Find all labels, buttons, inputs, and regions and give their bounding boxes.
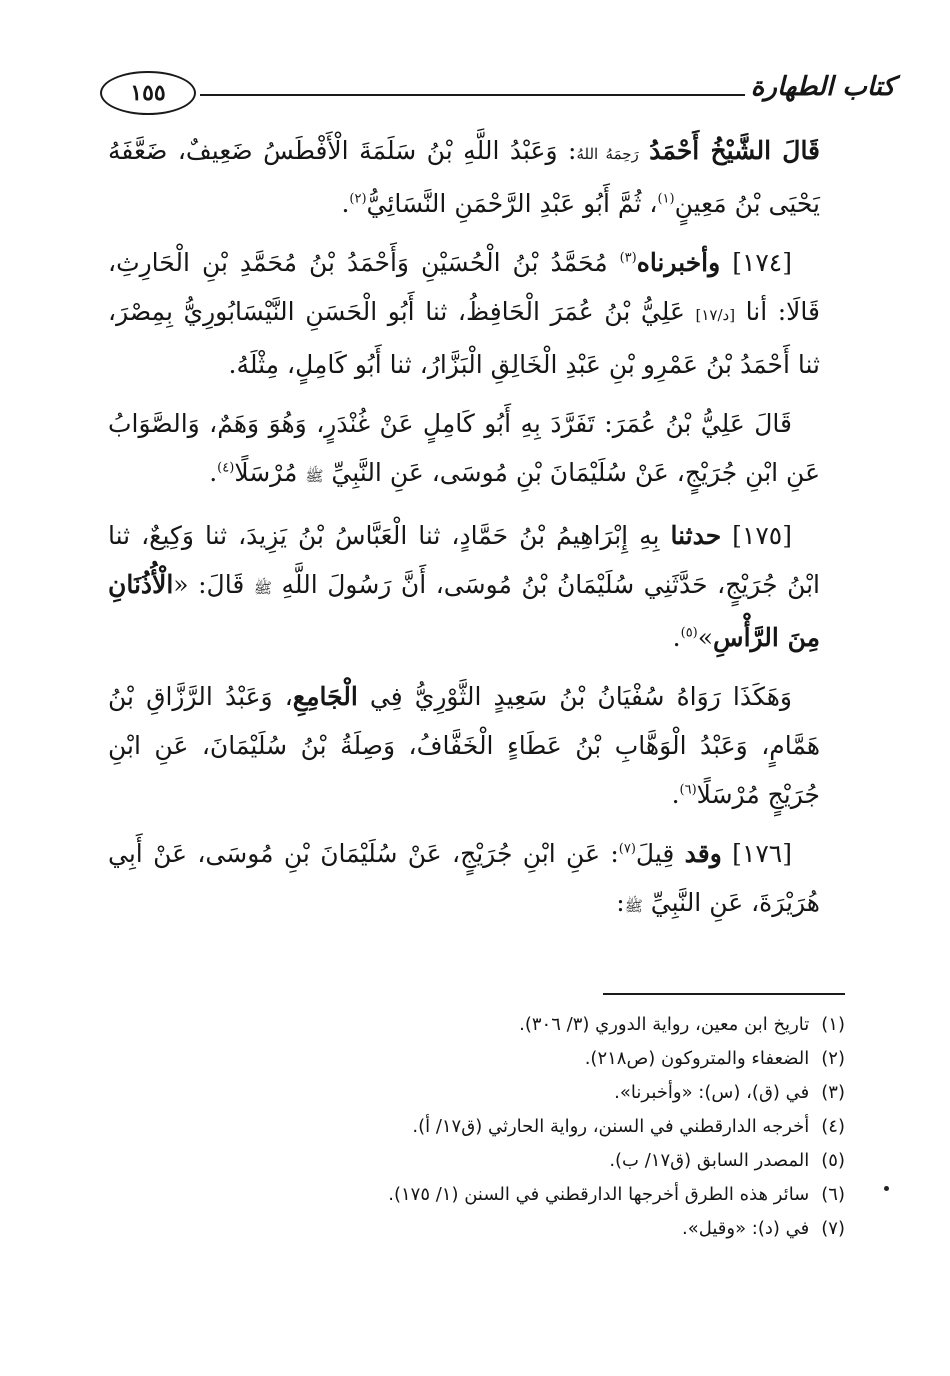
paragraph-text: قَالَ عَلِيُّ بْنُ عُمَرَ: تَفَرَّدَ بِهِ أَبُو كَامِلٍ عَنْ غُنْدَرٍ، وَهُوَ وَهَمٌ، وَالصَّوَابُ عَنِ ابْنِ جُرَيْجٍ، عَنْ سُلَيْمَانَ بْنِ مُوسَى، عَنِ النَّبِيِّ — [108, 409, 820, 487]
hadith-quote: الْأُذُنَانِ مِنَ الرَّأْسِ — [108, 570, 820, 652]
paragraph-lead: وقد — [684, 839, 722, 868]
footnote-ref-5[interactable]: (٥) — [680, 625, 698, 641]
footnote-number: (٣) — [821, 1082, 845, 1103]
manuscript-marker: [د/١٧] — [695, 306, 736, 324]
page-number: ١٥٥ — [100, 71, 196, 115]
footnote-5 — [195, 1144, 845, 1178]
hadith-number: [١٧٤] — [732, 248, 793, 277]
book-title: الْجَامِعِ — [292, 682, 358, 711]
footnote-number: (٢) — [821, 1048, 845, 1069]
footnote-text: المصدر السابق (ق١٧/ ب). — [609, 1150, 810, 1171]
paragraph-lead: قَالَ الشَّيْخُ أَحْمَدُ — [649, 136, 821, 165]
margin-dot — [884, 1186, 889, 1191]
paragraph-text: بِهِ إِبْرَاهِيمُ بْنُ حَمَّادٍ، ثنا الْعَبَّاسُ بْنُ يَزِيدَ، ثنا وَكِيعٌ، ثنا ابْنُ جُرَيْجٍ، حَدَّثَنِي سُلَيْمَانُ بْنُ مُوسَى، أَنَّ رَسُولَ اللَّهِ — [108, 521, 821, 599]
paragraph-1 — [108, 126, 820, 228]
paragraph-narrations — [108, 672, 820, 819]
hadith-number: [١٧٥] — [732, 521, 792, 550]
paragraph-text: ، وَعَبْدُ الرَّزَّاقِ بْنُ هَمَّامٍ، وَعَبْدُ الْوَهَّابِ بْنُ عَطَاءٍ الْخَفَّافُ، وَصِلَةُ بْنُ سُلَيْمَانَ، عَنِ ابْنِ جُرَيْجٍ مُرْسَلًا — [108, 682, 820, 809]
footnote-text: الضعفاء والمتروكون (ص٢١٨). — [584, 1048, 810, 1069]
footnote-ref-3[interactable]: (٣) — [619, 250, 637, 266]
footnote-ref-7[interactable]: (٧) — [618, 841, 636, 857]
paragraph-end: . — [209, 458, 218, 487]
paragraph-175 — [108, 511, 820, 662]
paragraph-end: . — [671, 780, 680, 809]
paragraph-text: قِيلَ — [635, 839, 685, 868]
footnote-number: (٧) — [821, 1218, 845, 1239]
paragraph-text: : وَعَبْدُ اللَّهِ بْنُ سَلَمَةَ الْأَفْطَسُ ضَعِيفٌ، ضَعَّفَهُ يَحْيَى بْنُ مَعِينٍ — [108, 136, 820, 218]
paragraph-text: مُحَمَّدُ بْنُ الْحُسَيْنِ وَأَحْمَدُ بْنُ مُحَمَّدِ بْنِ الْحَارِثِ، قَالَا: أنا — [108, 248, 820, 326]
footnote-text: أخرجه الدارقطني في السنن، رواية الحارثي (ق١٧/ أ). — [412, 1116, 810, 1137]
footnote-text: في (ق)، (س): «وأخبرنا». — [614, 1082, 810, 1103]
footnote-number: (٤) — [821, 1116, 845, 1137]
footnote-4 — [195, 1110, 845, 1144]
paragraph-text: وَهَكَذَا رَوَاهُ سُفْيَانُ بْنُ سَعِيدٍ الثَّوْرِيُّ فِي — [357, 682, 793, 711]
footnote-ref-4[interactable]: (٤) — [217, 460, 235, 476]
footnote-separator — [603, 993, 845, 995]
footnote-ref-2[interactable]: (٢) — [349, 191, 367, 207]
footnote-7 — [195, 1212, 845, 1246]
honorific: رَحِمَهُ اللهُ — [576, 145, 639, 163]
salutation-glyph: ﷺ — [253, 579, 272, 597]
paragraph-lead: وأخبرناه — [636, 248, 721, 277]
paragraph-174 — [108, 238, 820, 389]
footnote-6 — [195, 1178, 845, 1212]
salutation-glyph: ﷺ — [305, 467, 324, 485]
page-header — [100, 66, 895, 126]
footnote-ref-6[interactable]: (٦) — [679, 782, 697, 798]
header-rule — [200, 94, 745, 96]
paragraph-176 — [108, 829, 820, 931]
salutation-glyph: ﷺ — [624, 897, 643, 915]
running-title: كتاب الطهارة — [750, 72, 895, 102]
paragraph-text: قَالَ: « — [173, 570, 254, 599]
footnote-3 — [195, 1076, 845, 1110]
footnote-text: في (د): «وقيل». — [681, 1218, 810, 1239]
footnote-text: سائر هذه الطرق أخرجها الدارقطني في السنن (١/ ١٧٥). — [388, 1184, 810, 1205]
footnote-ref-1[interactable]: (١) — [657, 191, 675, 207]
footnote-2 — [195, 1042, 845, 1076]
paragraph-end: : — [616, 888, 625, 917]
footnote-number: (٥) — [821, 1150, 845, 1171]
paragraph-text: » — [697, 623, 714, 652]
footnote-number: (٦) — [821, 1184, 845, 1205]
footnote-1 — [195, 1008, 845, 1042]
paragraph-text: عَلِيُّ بْنُ عُمَرَ الْحَافِظُ، ثنا أَبُو الْحَسَنِ النَّيْسَابُورِيُّ بِمِصْرَ، ثنا أَحْمَدُ بْنُ عَمْرِو بْنِ عَبْدِ الْخَالِقِ الْبَزَّارُ، ثنا أَبُو كَامِلٍ، مِثْلَهُ. — [108, 297, 820, 379]
paragraph-text: مُرْسَلًا — [234, 458, 306, 487]
paragraph-comment — [108, 399, 820, 501]
paragraph-lead: حدثنا — [670, 521, 722, 550]
main-text — [108, 126, 820, 941]
paragraph-text: ، ثُمَّ أَبُو عَبْدِ الرَّحْمَنِ النَّسَائِيُّ — [366, 189, 658, 218]
paragraph-end: . — [341, 189, 350, 218]
paragraph-text: : عَنِ ابْنِ جُرَيْجٍ، عَنْ سُلَيْمَانَ بْنِ مُوسَى، عَنْ أَبِي هُرَيْرَةَ، عَنِ النَّبِيِّ — [108, 839, 820, 917]
footnote-text: تاريخ ابن معين، رواية الدوري (٣/ ٣٠٦). — [519, 1014, 810, 1035]
paragraph-end: . — [672, 623, 681, 652]
hadith-number: [١٧٦] — [732, 839, 792, 868]
footnote-number: (١) — [821, 1014, 845, 1035]
footnotes — [195, 1008, 845, 1246]
